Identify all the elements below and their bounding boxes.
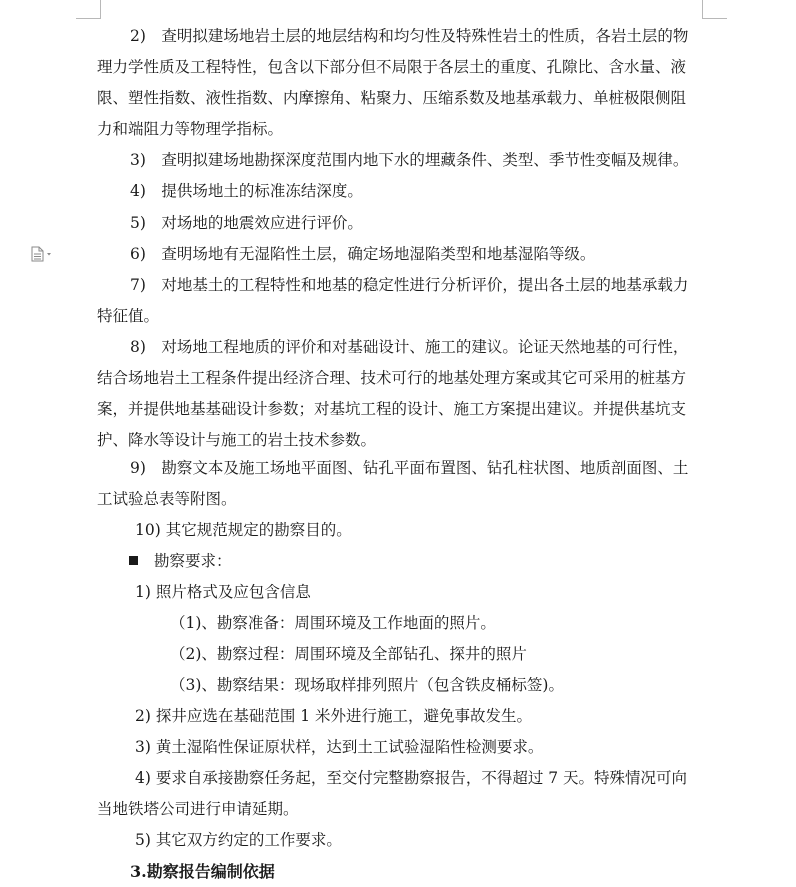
paragraph-line: 4) 提供场地土的标准冻结深度。 (130, 182, 363, 200)
paragraph-line: 5) 对场地的地震效应进行评价。 (130, 214, 363, 232)
paragraph-line: 护、降水等设计与施工的岩土技术参数。 (97, 431, 377, 449)
paragraph-line: 5) 其它双方约定的工作要求。 (135, 831, 342, 849)
paragraph-line: 2) 查明拟建场地岩土层的地层结构和均匀性及特殊性岩土的性质，各岩土层的物 (130, 27, 689, 45)
paragraph-line: 10) 其它规范规定的勘察目的。 (135, 521, 352, 539)
paragraph-line: 7) 对地基土的工程特性和地基的稳定性进行分析评价，提出各土层的地基承载力 (130, 276, 689, 294)
paragraph-line: 案，并提供地基基础设计参数；对基坑工程的设计、施工方案提出建议。并提供基坑支 (97, 400, 687, 418)
section-bullet-item (129, 546, 232, 577)
square-bullet-icon (129, 556, 138, 565)
paragraph-line: 3) 黄土湿陷性保证原状样，达到土工试验湿陷性检测要求。 (135, 738, 544, 756)
paragraph-line: 特征值。 (97, 307, 160, 325)
paragraph-line: （3)、勘察结果：现场取样排列照片（包含铁皮桶标签)。 (170, 676, 564, 694)
page-corner-mark-top-right (702, 0, 727, 19)
paragraph-line: 当地铁塔公司进行申请延期。 (97, 800, 299, 818)
paragraph-line: 力和端阻力等物理学指标。 (97, 120, 284, 138)
paragraph-line: 限、塑性指数、液性指数、内摩擦角、粘聚力、压缩系数及地基承载力、单桩极限侧阻 (97, 89, 687, 107)
paragraph-line: 1) 照片格式及应包含信息 (135, 583, 311, 601)
paragraph-line: 结合场地岩土工程条件提出经济合理、技术可行的地基处理方案或其它可采用的桩基方 (97, 369, 687, 387)
paragraph-line: 3) 查明拟建场地勘探深度范围内地下水的埋藏条件、类型、季节性变幅及规律。 (130, 151, 689, 169)
paragraph-line: （2)、勘察过程：周围环境及全部钻孔、探井的照片 (170, 645, 527, 663)
paragraph-line: 9) 勘察文本及施工场地平面图、钻孔平面布置图、钻孔柱状图、地质剖面图、土 (130, 459, 689, 477)
paragraph-line: 2) 探井应选在基础范围 1 米外进行施工，避免事故发生。 (135, 707, 533, 725)
section-heading: 3.勘察报告编制依据 (130, 862, 275, 881)
paragraph-line: 8) 对场地工程地质的评价和对基础设计、施工的建议。论证天然地基的可行性， (130, 338, 689, 356)
page-corner-mark-top-left (76, 0, 101, 19)
paragraph-line: 4) 要求自承接勘察任务起，至交付完整勘察报告，不得超过 7 天。特殊情况可向 (135, 769, 688, 787)
paragraph-line: 6) 查明场地有无湿陷性土层，确定场地湿陷类型和地基湿陷等级。 (130, 245, 596, 263)
paragraph-line: 工试验总表等附图。 (97, 490, 237, 508)
document-dropdown-icon[interactable] (28, 246, 54, 262)
paragraph-line: （1)、勘察准备：周围环境及工作地面的照片。 (170, 614, 496, 632)
paragraph-line: 勘察要求： (154, 552, 232, 570)
paragraph-line: 理力学性质及工程特性，包含以下部分但不局限于各层土的重度、孔隙比、含水量、液 (97, 58, 687, 76)
